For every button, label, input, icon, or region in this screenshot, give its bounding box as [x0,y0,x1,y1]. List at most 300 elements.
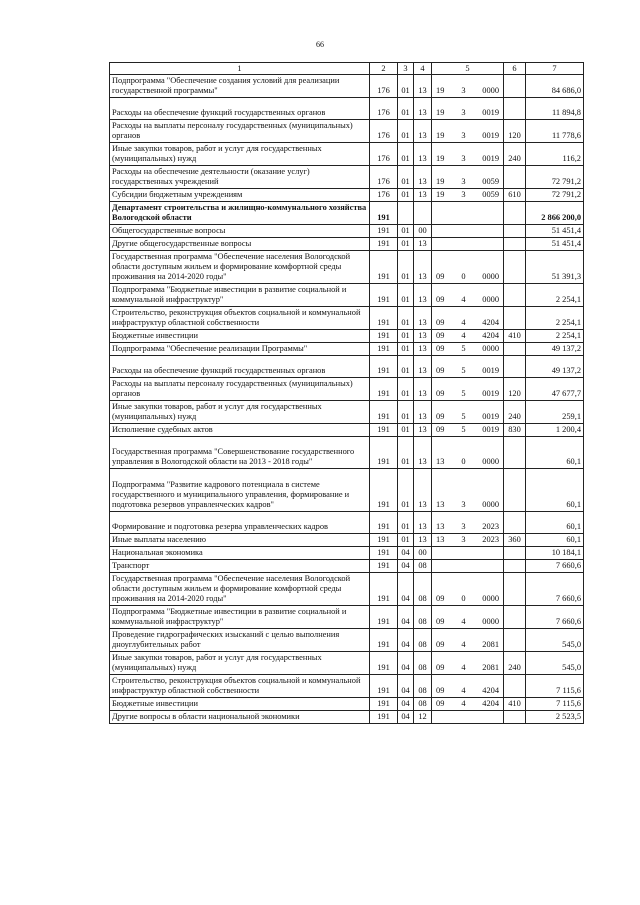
row-target-part: 5 [461,412,466,422]
table-row [110,238,584,251]
row-target-part: 3 [461,131,466,141]
row-sum: 47 677,7 [526,378,584,401]
table-row [110,202,584,225]
row-target [432,697,504,710]
row-gr: 191 [370,202,398,225]
row-rz: 01 [398,378,414,401]
row-name: Иные закупки товаров, работ и услуг для государственных (муниципальных) нужд [110,651,370,674]
row-sum: 72 791,2 [526,189,584,202]
row-rz: 01 [398,343,414,356]
table-row [110,697,584,710]
table-row [110,437,584,469]
row-gr: 176 [370,98,398,120]
row-vr [504,356,526,378]
table-row [110,469,584,511]
row-target-part: 4204 [482,685,499,695]
row-target [432,189,504,202]
budget-table [109,62,584,724]
row-rz [398,202,414,225]
row-vr: 240 [504,143,526,166]
row-target [432,559,504,572]
row-pr: 13 [414,284,432,307]
row-vr [504,343,526,356]
row-pr: 08 [414,697,432,710]
row-target-part: 5 [461,389,466,399]
row-vr: 120 [504,120,526,143]
row-target-part: 4204 [482,318,499,328]
row-vr [504,559,526,572]
row-target-part: 09 [436,593,445,603]
table-row [110,710,584,723]
row-name: Исполнение судебных актов [110,424,370,437]
row-pr: 08 [414,559,432,572]
row-target [432,238,504,251]
table-row [110,674,584,697]
row-target [432,401,504,424]
row-gr: 191 [370,533,398,546]
row-rz: 04 [398,559,414,572]
row-rz: 04 [398,546,414,559]
row-target-part: 2023 [482,521,499,531]
row-pr: 08 [414,674,432,697]
row-name: Другие общегосударственные вопросы [110,238,370,251]
row-gr: 191 [370,225,398,238]
row-target [432,356,504,378]
row-pr: 13 [414,330,432,343]
row-target-part: 3 [461,521,466,531]
row-target [432,674,504,697]
table-row [110,330,584,343]
row-target [432,143,504,166]
row-target-part: 5 [461,366,466,376]
row-name: Иные закупки товаров, работ и услуг для государственных (муниципальных) нужд [110,143,370,166]
table-row [110,628,584,651]
row-gr: 191 [370,546,398,559]
row-rz: 01 [398,75,414,98]
row-sum: 1 200,4 [526,424,584,437]
row-sum: 49 137,2 [526,343,584,356]
row-target-part: 0 [461,593,466,603]
row-target-part: 19 [436,154,445,164]
row-target-part: 0000 [482,86,499,95]
row-target [432,511,504,533]
row-sum: 7 660,6 [526,572,584,605]
row-gr: 176 [370,120,398,143]
row-name: Проведение гидрографических изысканий с целью выполнения дноуглубительных работ [110,628,370,651]
row-vr: 240 [504,401,526,424]
row-target [432,75,504,98]
row-name: Расходы на выплаты персоналу государственных (муниципальных) органов [110,378,370,401]
row-pr: 00 [414,546,432,559]
header-cell: 4 [414,63,432,75]
row-vr: 240 [504,651,526,674]
row-pr: 13 [414,378,432,401]
row-target [432,202,504,225]
row-target [432,424,504,437]
row-target [432,307,504,330]
row-target-part: 0019 [482,412,499,422]
row-target [432,166,504,189]
row-target [432,546,504,559]
header-cell: 7 [526,63,584,75]
table-row [110,143,584,166]
row-vr [504,75,526,98]
row-gr: 191 [370,401,398,424]
row-name: Подпрограмма "Бюджетные инвестиции в развитие социальной и коммунальной инфраструктур" [110,605,370,628]
table-row [110,166,584,189]
row-target-part: 0 [461,272,466,282]
row-gr: 191 [370,697,398,710]
row-target-part: 0000 [482,344,499,354]
row-rz: 01 [398,98,414,120]
row-target-part: 0019 [482,131,499,141]
row-name: Общегосударственные вопросы [110,225,370,238]
row-vr [504,546,526,559]
table-row [110,284,584,307]
row-pr: 13 [414,424,432,437]
row-target-part: 09 [436,344,445,354]
row-target-part: 19 [436,190,445,200]
row-sum: 60,1 [526,511,584,533]
row-name: Транспорт [110,559,370,572]
row-rz: 01 [398,143,414,166]
row-target [432,378,504,401]
row-name: Другие вопросы в области национальной экономики [110,710,370,723]
row-pr: 08 [414,628,432,651]
row-gr: 191 [370,378,398,401]
table-row [110,75,584,98]
row-sum: 60,1 [526,437,584,469]
row-target [432,651,504,674]
row-pr: 13 [414,189,432,202]
row-pr: 08 [414,651,432,674]
row-rz: 01 [398,189,414,202]
row-gr: 191 [370,343,398,356]
row-rz: 01 [398,166,414,189]
row-target-part: 0000 [482,499,499,509]
row-vr [504,674,526,697]
row-name: Государственная программа "Совершенствование государственного управления в Вологодской области на 2013 - 2018 годы" [110,437,370,469]
row-rz: 01 [398,330,414,343]
row-pr: 13 [414,166,432,189]
row-gr: 191 [370,572,398,605]
row-sum: 7 115,6 [526,697,584,710]
row-target-part: 0000 [482,272,499,282]
table-row [110,251,584,284]
row-sum: 2 866 200,0 [526,202,584,225]
row-target-part: 4 [461,698,466,708]
row-target-part: 09 [436,272,445,282]
row-gr: 176 [370,189,398,202]
row-target [432,343,504,356]
row-sum: 2 254,1 [526,330,584,343]
header-cell: 5 [432,63,504,75]
row-sum: 51 451,4 [526,238,584,251]
row-target-part: 2023 [482,534,499,544]
row-target-part: 19 [436,177,445,187]
row-target-part: 09 [436,685,445,695]
row-name: Бюджетные инвестиции [110,330,370,343]
row-sum: 51 391,3 [526,251,584,284]
row-rz: 01 [398,469,414,511]
row-target-part: 0000 [482,295,499,305]
row-name: Субсидии бюджетным учреждениям [110,189,370,202]
row-target-part: 09 [436,412,445,422]
row-vr [504,238,526,251]
row-target-part: 09 [436,389,445,399]
row-name: Иные закупки товаров, работ и услуг для государственных (муниципальных) нужд [110,401,370,424]
row-target-part: 09 [436,616,445,626]
row-pr: 13 [414,356,432,378]
row-target [432,628,504,651]
row-sum: 60,1 [526,469,584,511]
table-row [110,225,584,238]
row-gr: 191 [370,559,398,572]
row-pr: 13 [414,469,432,511]
row-target-part: 09 [436,662,445,672]
row-sum: 2 254,1 [526,307,584,330]
row-pr: 12 [414,710,432,723]
row-pr: 13 [414,533,432,546]
row-pr: 13 [414,343,432,356]
row-target-part: 13 [436,499,445,509]
row-gr: 191 [370,628,398,651]
row-target-part: 4 [461,318,466,328]
row-rz: 04 [398,697,414,710]
table-row [110,356,584,378]
row-target [432,284,504,307]
row-target-part: 09 [436,295,445,305]
row-target-part: 2081 [482,662,499,672]
row-sum: 7 660,6 [526,559,584,572]
table-row [110,120,584,143]
row-vr [504,307,526,330]
row-target-part: 4204 [482,698,499,708]
row-vr: 410 [504,330,526,343]
row-gr: 176 [370,75,398,98]
row-name: Подпрограмма "Обеспечение реализации Программы" [110,343,370,356]
row-gr: 191 [370,251,398,284]
row-target-part: 4 [461,639,466,649]
row-vr: 610 [504,189,526,202]
header-cell: 1 [110,63,370,75]
row-vr [504,98,526,120]
row-name: Строительство, реконструкция объектов социальной и коммунальной инфраструктур областной собственности [110,307,370,330]
row-rz: 01 [398,437,414,469]
row-sum: 259,1 [526,401,584,424]
row-vr [504,628,526,651]
row-vr [504,166,526,189]
row-sum: 49 137,2 [526,356,584,378]
row-pr: 13 [414,120,432,143]
row-rz: 01 [398,120,414,143]
row-target-part: 2081 [482,639,499,649]
row-target-part: 3 [461,534,466,544]
table-row [110,559,584,572]
row-pr: 13 [414,75,432,98]
row-target-part: 0019 [482,154,499,164]
table-row [110,424,584,437]
row-gr: 191 [370,651,398,674]
row-target-part: 0000 [482,616,499,626]
row-pr: 00 [414,225,432,238]
row-target-part: 13 [436,457,445,467]
page-number: 66 [316,40,324,49]
row-target-part: 0019 [482,389,499,399]
row-name: Строительство, реконструкция объектов социальной и коммунальной инфраструктур областной собственности [110,674,370,697]
row-rz: 01 [398,225,414,238]
row-vr [504,469,526,511]
table-row [110,605,584,628]
row-vr: 410 [504,697,526,710]
row-vr: 830 [504,424,526,437]
row-pr: 13 [414,143,432,166]
row-target [432,98,504,120]
row-name: Расходы на обеспечение функций государственных органов [110,356,370,378]
row-pr: 13 [414,98,432,120]
row-vr: 360 [504,533,526,546]
row-target-part: 0000 [482,457,499,467]
row-sum: 545,0 [526,628,584,651]
table-row [110,572,584,605]
row-gr: 191 [370,238,398,251]
row-name: Департамент строительства и жилищно-коммунального хозяйства Вологодской области [110,202,370,225]
row-rz: 01 [398,401,414,424]
row-target-part: 09 [436,331,445,341]
row-vr [504,710,526,723]
row-target-part: 0 [461,457,466,467]
row-target-part: 13 [436,534,445,544]
row-pr: 13 [414,437,432,469]
row-gr: 191 [370,674,398,697]
row-pr: 13 [414,401,432,424]
row-target-part: 0019 [482,108,499,118]
row-target-part: 13 [436,521,445,531]
row-target-part: 0019 [482,425,499,435]
row-sum: 2 254,1 [526,284,584,307]
row-target-part: 19 [436,86,445,95]
row-name: Подпрограмма "Бюджетные инвестиции в развитие социальной и коммунальной инфраструктур" [110,284,370,307]
row-sum: 7 115,6 [526,674,584,697]
row-pr: 08 [414,605,432,628]
row-pr [414,202,432,225]
row-name: Подпрограмма "Развитие кадрового потенциала в системе государственного и муниципального управления, формирование и подготовка резервов управленческих кадров" [110,469,370,511]
row-vr [504,572,526,605]
table-row [110,307,584,330]
row-name: Расходы на выплаты персоналу государственных (муниципальных) органов [110,120,370,143]
row-gr: 191 [370,424,398,437]
row-sum: 2 523,5 [526,710,584,723]
row-gr: 191 [370,511,398,533]
row-target [432,533,504,546]
row-sum: 51 451,4 [526,225,584,238]
table-row [110,378,584,401]
row-rz: 04 [398,674,414,697]
row-target-part: 0000 [482,593,499,603]
row-target [432,330,504,343]
row-target-part: 4204 [482,331,499,341]
row-gr: 191 [370,469,398,511]
row-gr: 191 [370,437,398,469]
table-row [110,98,584,120]
row-target [432,120,504,143]
row-sum: 116,2 [526,143,584,166]
row-vr [504,284,526,307]
row-gr: 191 [370,284,398,307]
table-row [110,343,584,356]
header-cell: 2 [370,63,398,75]
row-sum: 72 791,2 [526,166,584,189]
row-vr [504,437,526,469]
row-vr [504,225,526,238]
row-target-part: 4 [461,662,466,672]
row-name: Бюджетные инвестиции [110,697,370,710]
row-rz: 01 [398,356,414,378]
row-rz: 01 [398,307,414,330]
row-target [432,710,504,723]
table-body [110,75,584,724]
row-pr: 13 [414,511,432,533]
row-target-part: 09 [436,318,445,328]
row-sum: 10 184,1 [526,546,584,559]
row-name: Национальная экономика [110,546,370,559]
row-target-part: 0059 [482,190,499,200]
row-target-part: 4 [461,295,466,305]
row-target-part: 0019 [482,366,499,376]
row-sum: 60,1 [526,533,584,546]
row-target-part: 4 [461,331,466,341]
row-target-part: 3 [461,86,466,95]
row-gr: 176 [370,143,398,166]
row-rz: 01 [398,533,414,546]
row-rz: 04 [398,628,414,651]
table-row [110,651,584,674]
header-row [110,63,584,75]
table-row [110,189,584,202]
row-gr: 191 [370,605,398,628]
table-row [110,511,584,533]
row-target-part: 3 [461,190,466,200]
row-rz: 04 [398,605,414,628]
row-target [432,437,504,469]
row-gr: 191 [370,356,398,378]
row-vr [504,511,526,533]
row-pr: 13 [414,238,432,251]
header-cell: 3 [398,63,414,75]
row-pr: 08 [414,572,432,605]
row-name: Подпрограмма "Обеспечение создания условий для реализации государственной программы" [110,75,370,98]
row-name: Расходы на обеспечение деятельности (оказание услуг) государственных учреждений [110,166,370,189]
row-vr: 120 [504,378,526,401]
header-cell: 6 [504,63,526,75]
row-target-part: 3 [461,154,466,164]
row-name: Иные выплаты населению [110,533,370,546]
table-row [110,401,584,424]
row-name: Государственная программа "Обеспечение населения Вологодской области доступным жильем и формирование комфортной среды проживания на 2014-2020 годы" [110,572,370,605]
row-target-part: 09 [436,698,445,708]
row-sum: 11 778,6 [526,120,584,143]
row-pr: 13 [414,251,432,284]
row-target-part: 3 [461,177,466,187]
row-name: Государственная программа "Обеспечение населения Вологодской области доступным жильем и формирование комфортной среды проживания на 2014-2020 годы" [110,251,370,284]
row-rz: 01 [398,424,414,437]
row-rz: 01 [398,251,414,284]
row-rz: 01 [398,284,414,307]
row-sum: 84 686,0 [526,75,584,98]
table-row [110,533,584,546]
row-sum: 11 894,8 [526,98,584,120]
row-gr: 191 [370,330,398,343]
